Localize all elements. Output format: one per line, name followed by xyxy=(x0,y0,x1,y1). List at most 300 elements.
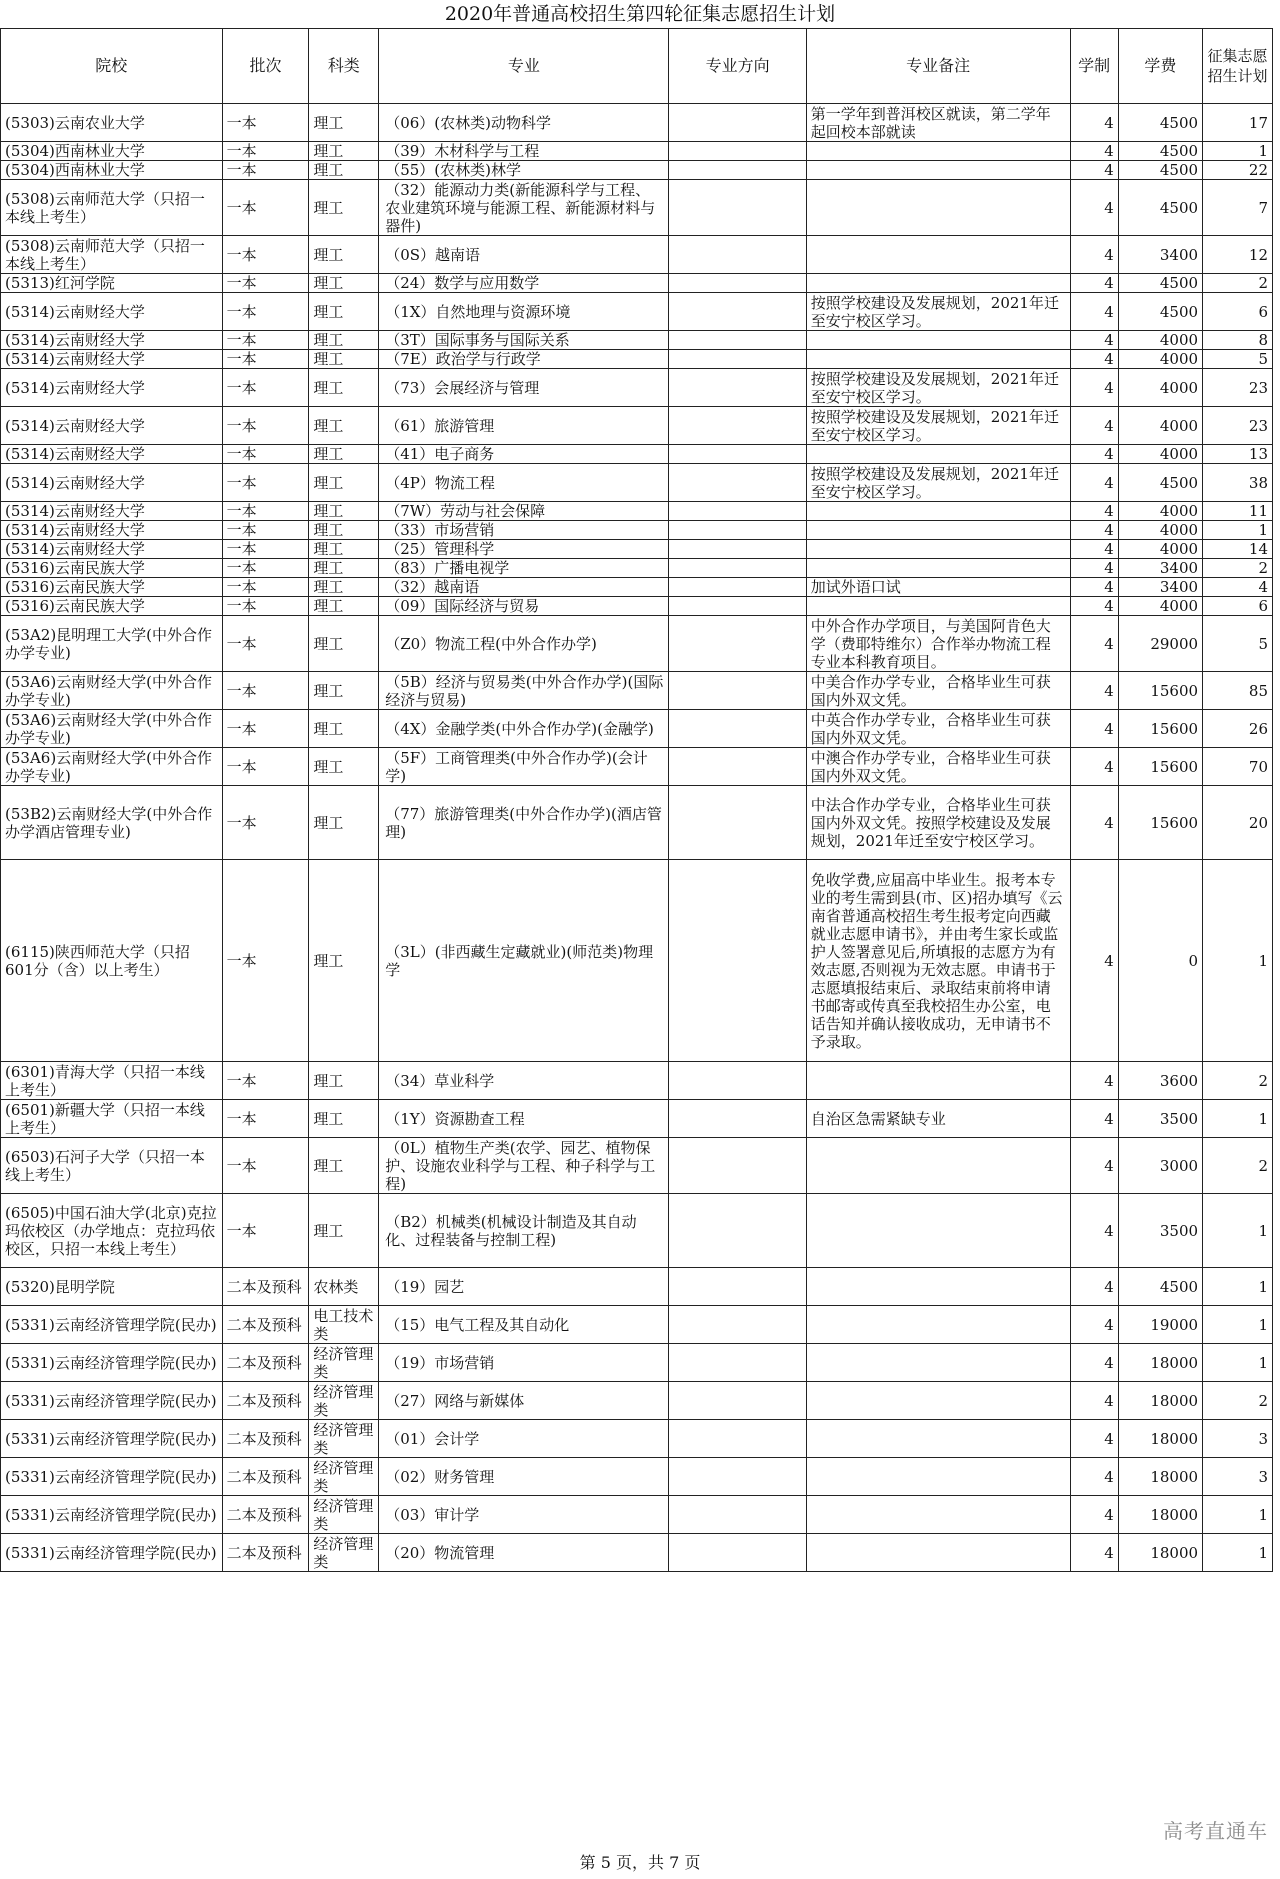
cell-category: 理工 xyxy=(309,1194,379,1268)
cell-major: （5F）工商管理类(中外合作办学)(会计学) xyxy=(379,748,669,786)
table-row xyxy=(1,1138,1273,1194)
table-row xyxy=(1,786,1273,860)
table-row xyxy=(1,180,1273,236)
cell-years: 4 xyxy=(1070,1420,1118,1458)
cell-plan: 13 xyxy=(1203,445,1273,464)
table-row xyxy=(1,1100,1273,1138)
cell-category: 理工 xyxy=(309,445,379,464)
cell-batch: 一本 xyxy=(222,1194,309,1268)
cell-major: （33）市场营销 xyxy=(379,521,669,540)
enrollment-table-container xyxy=(0,28,1274,1572)
cell-category: 电工技术类 xyxy=(309,1306,379,1344)
cell-category: 经济管理类 xyxy=(309,1382,379,1420)
cell-years: 4 xyxy=(1070,142,1118,161)
table-row xyxy=(1,1458,1273,1496)
table-row xyxy=(1,860,1273,1062)
cell-batch: 一本 xyxy=(222,786,309,860)
cell-major: （19）园艺 xyxy=(379,1268,669,1306)
cell-note: 免收学费,应届高中毕业生。报考本专业的考生需到县(市、区)招办填写《云南省普通高校招生考生报考定向西藏就业志愿申请书》，并由考生家长或监护人签署意见后,所填报的志愿方为有效志愿,否则视为无效志愿。申请书于志愿填报结束后、录取结束前将申请书邮寄或传真至我校招生办公室，电话告知并确认接收成功，无申请书不予录取。 xyxy=(806,860,1070,1062)
cell-years: 4 xyxy=(1070,1100,1118,1138)
cell-note xyxy=(806,161,1070,180)
cell-batch: 一本 xyxy=(222,161,309,180)
cell-school: (5314)云南财经大学 xyxy=(1,502,223,521)
cell-plan: 1 xyxy=(1203,1194,1273,1268)
cell-years: 4 xyxy=(1070,860,1118,1062)
cell-direction xyxy=(669,104,806,142)
cell-years: 4 xyxy=(1070,1138,1118,1194)
cell-fee: 18000 xyxy=(1118,1420,1202,1458)
cell-direction xyxy=(669,597,806,616)
cell-category: 理工 xyxy=(309,559,379,578)
table-row xyxy=(1,104,1273,142)
table-row xyxy=(1,540,1273,559)
cell-fee: 3400 xyxy=(1118,578,1202,597)
cell-direction xyxy=(669,1306,806,1344)
table-row xyxy=(1,142,1273,161)
cell-batch: 一本 xyxy=(222,180,309,236)
cell-fee: 4500 xyxy=(1118,293,1202,331)
cell-category: 经济管理类 xyxy=(309,1458,379,1496)
cell-school: (5314)云南财经大学 xyxy=(1,521,223,540)
cell-years: 4 xyxy=(1070,350,1118,369)
cell-major: （02）财务管理 xyxy=(379,1458,669,1496)
cell-note: 中外合作办学项目，与美国阿肯色大学（费耶特维尔）合作举办物流工程专业本科教育项目。 xyxy=(806,616,1070,672)
cell-category: 理工 xyxy=(309,180,379,236)
cell-years: 4 xyxy=(1070,331,1118,350)
cell-fee: 15600 xyxy=(1118,672,1202,710)
cell-note xyxy=(806,1496,1070,1534)
cell-school: (5331)云南经济管理学院(民办) xyxy=(1,1382,223,1420)
cell-plan: 12 xyxy=(1203,236,1273,274)
table-row xyxy=(1,1268,1273,1306)
cell-direction xyxy=(669,710,806,748)
cell-direction xyxy=(669,369,806,407)
cell-plan: 22 xyxy=(1203,161,1273,180)
table-row xyxy=(1,1344,1273,1382)
cell-category: 理工 xyxy=(309,710,379,748)
cell-plan: 85 xyxy=(1203,672,1273,710)
col-header-school: 院校 xyxy=(1,29,223,104)
cell-years: 4 xyxy=(1070,1496,1118,1534)
cell-school: (5316)云南民族大学 xyxy=(1,559,223,578)
cell-batch: 一本 xyxy=(222,540,309,559)
cell-major: （55）(农林类)林学 xyxy=(379,161,669,180)
cell-school: (5314)云南财经大学 xyxy=(1,407,223,445)
cell-school: (5303)云南农业大学 xyxy=(1,104,223,142)
cell-fee: 18000 xyxy=(1118,1534,1202,1572)
cell-direction xyxy=(669,142,806,161)
cell-batch: 二本及预科 xyxy=(222,1268,309,1306)
cell-plan: 26 xyxy=(1203,710,1273,748)
cell-direction xyxy=(669,274,806,293)
table-row xyxy=(1,1420,1273,1458)
cell-fee: 4000 xyxy=(1118,331,1202,350)
cell-school: (5304)西南林业大学 xyxy=(1,142,223,161)
col-header-category: 科类 xyxy=(309,29,379,104)
cell-note: 自治区急需紧缺专业 xyxy=(806,1100,1070,1138)
cell-fee: 4500 xyxy=(1118,142,1202,161)
cell-plan: 1 xyxy=(1203,1344,1273,1382)
cell-major: （5B）经济与贸易类(中外合作办学)(国际经济与贸易) xyxy=(379,672,669,710)
cell-direction xyxy=(669,1344,806,1382)
cell-note xyxy=(806,274,1070,293)
table-header-row xyxy=(1,29,1273,104)
cell-batch: 二本及预科 xyxy=(222,1420,309,1458)
cell-note: 按照学校建设及发展规划，2021年迁至安宁校区学习。 xyxy=(806,407,1070,445)
cell-direction xyxy=(669,407,806,445)
cell-category: 经济管理类 xyxy=(309,1496,379,1534)
page-title: 2020年普通高校招生第四轮征集志愿招生计划 xyxy=(444,3,836,25)
cell-plan: 1 xyxy=(1203,1534,1273,1572)
cell-direction xyxy=(669,161,806,180)
cell-note xyxy=(806,180,1070,236)
cell-batch: 二本及预科 xyxy=(222,1306,309,1344)
cell-plan: 2 xyxy=(1203,274,1273,293)
cell-category: 理工 xyxy=(309,104,379,142)
cell-batch: 一本 xyxy=(222,748,309,786)
cell-school: (5331)云南经济管理学院(民办) xyxy=(1,1534,223,1572)
cell-note: 加试外语口试 xyxy=(806,578,1070,597)
cell-school: (5316)云南民族大学 xyxy=(1,578,223,597)
cell-category: 理工 xyxy=(309,407,379,445)
cell-school: (5331)云南经济管理学院(民办) xyxy=(1,1344,223,1382)
cell-major: （1X）自然地理与资源环境 xyxy=(379,293,669,331)
cell-batch: 一本 xyxy=(222,521,309,540)
cell-plan: 17 xyxy=(1203,104,1273,142)
cell-years: 4 xyxy=(1070,597,1118,616)
cell-plan: 23 xyxy=(1203,369,1273,407)
cell-school: (6505)中国石油大学(北京)克拉玛依校区（办学地点：克拉玛依校区，只招一本线上考生） xyxy=(1,1194,223,1268)
cell-note xyxy=(806,1420,1070,1458)
cell-years: 4 xyxy=(1070,710,1118,748)
table-row xyxy=(1,502,1273,521)
cell-fee: 18000 xyxy=(1118,1458,1202,1496)
cell-school: (5314)云南财经大学 xyxy=(1,293,223,331)
cell-direction xyxy=(669,350,806,369)
cell-direction xyxy=(669,1062,806,1100)
cell-note xyxy=(806,1382,1070,1420)
cell-years: 4 xyxy=(1070,540,1118,559)
cell-school: (5320)昆明学院 xyxy=(1,1268,223,1306)
col-header-batch: 批次 xyxy=(222,29,309,104)
cell-years: 4 xyxy=(1070,180,1118,236)
cell-major: （34）草业科学 xyxy=(379,1062,669,1100)
cell-note: 中英合作办学专业，合格毕业生可获国内外双文凭。 xyxy=(806,710,1070,748)
cell-note xyxy=(806,331,1070,350)
cell-batch: 一本 xyxy=(222,578,309,597)
cell-school: (5313)红河学院 xyxy=(1,274,223,293)
cell-category: 理工 xyxy=(309,236,379,274)
cell-direction xyxy=(669,1420,806,1458)
cell-direction xyxy=(669,293,806,331)
cell-batch: 一本 xyxy=(222,142,309,161)
cell-years: 4 xyxy=(1070,1062,1118,1100)
cell-note: 按照学校建设及发展规划，2021年迁至安宁校区学习。 xyxy=(806,369,1070,407)
cell-direction xyxy=(669,786,806,860)
cell-note xyxy=(806,1194,1070,1268)
cell-category: 理工 xyxy=(309,293,379,331)
cell-category: 经济管理类 xyxy=(309,1420,379,1458)
cell-years: 4 xyxy=(1070,1344,1118,1382)
table-body xyxy=(1,104,1273,1572)
cell-fee: 18000 xyxy=(1118,1344,1202,1382)
cell-major: （3T）国际事务与国际关系 xyxy=(379,331,669,350)
cell-direction xyxy=(669,1138,806,1194)
cell-category: 理工 xyxy=(309,369,379,407)
cell-major: （20）物流管理 xyxy=(379,1534,669,1572)
cell-years: 4 xyxy=(1070,104,1118,142)
cell-batch: 一本 xyxy=(222,293,309,331)
cell-category: 理工 xyxy=(309,672,379,710)
cell-direction xyxy=(669,578,806,597)
cell-batch: 一本 xyxy=(222,445,309,464)
cell-batch: 二本及预科 xyxy=(222,1458,309,1496)
cell-note xyxy=(806,350,1070,369)
cell-direction xyxy=(669,672,806,710)
cell-school: (6501)新疆大学（只招一本线上考生） xyxy=(1,1100,223,1138)
cell-plan: 1 xyxy=(1203,1496,1273,1534)
cell-plan: 14 xyxy=(1203,540,1273,559)
cell-fee: 3400 xyxy=(1118,236,1202,274)
cell-direction xyxy=(669,1100,806,1138)
cell-batch: 一本 xyxy=(222,350,309,369)
cell-plan: 70 xyxy=(1203,748,1273,786)
cell-batch: 一本 xyxy=(222,597,309,616)
cell-plan: 8 xyxy=(1203,331,1273,350)
cell-years: 4 xyxy=(1070,369,1118,407)
cell-years: 4 xyxy=(1070,502,1118,521)
cell-years: 4 xyxy=(1070,748,1118,786)
table-row xyxy=(1,274,1273,293)
cell-major: （Z0）物流工程(中外合作办学) xyxy=(379,616,669,672)
cell-school: (5331)云南经济管理学院(民办) xyxy=(1,1306,223,1344)
cell-note xyxy=(806,521,1070,540)
cell-category: 理工 xyxy=(309,540,379,559)
cell-years: 4 xyxy=(1070,464,1118,502)
cell-category: 理工 xyxy=(309,521,379,540)
cell-plan: 6 xyxy=(1203,597,1273,616)
cell-years: 4 xyxy=(1070,786,1118,860)
table-row xyxy=(1,1194,1273,1268)
cell-major: （83）广播电视学 xyxy=(379,559,669,578)
col-header-note: 专业备注 xyxy=(806,29,1070,104)
cell-major: （4X）金融学类(中外合作办学)(金融学) xyxy=(379,710,669,748)
cell-direction xyxy=(669,1458,806,1496)
cell-fee: 29000 xyxy=(1118,616,1202,672)
cell-years: 4 xyxy=(1070,1458,1118,1496)
cell-direction xyxy=(669,331,806,350)
table-row xyxy=(1,672,1273,710)
cell-years: 4 xyxy=(1070,1306,1118,1344)
cell-major: （7E）政治学与行政学 xyxy=(379,350,669,369)
table-row xyxy=(1,236,1273,274)
table-row xyxy=(1,350,1273,369)
cell-plan: 11 xyxy=(1203,502,1273,521)
table-row xyxy=(1,710,1273,748)
table-row xyxy=(1,1306,1273,1344)
cell-school: (5308)云南师范大学（只招一本线上考生） xyxy=(1,236,223,274)
cell-note xyxy=(806,559,1070,578)
cell-plan: 6 xyxy=(1203,293,1273,331)
cell-years: 4 xyxy=(1070,1268,1118,1306)
col-header-years: 学制 xyxy=(1070,29,1118,104)
cell-fee: 4000 xyxy=(1118,350,1202,369)
cell-batch: 一本 xyxy=(222,1100,309,1138)
cell-school: (5304)西南林业大学 xyxy=(1,161,223,180)
cell-batch: 一本 xyxy=(222,407,309,445)
cell-fee: 15600 xyxy=(1118,710,1202,748)
col-header-direction: 专业方向 xyxy=(669,29,806,104)
cell-category: 理工 xyxy=(309,161,379,180)
cell-batch: 一本 xyxy=(222,710,309,748)
cell-school: (5314)云南财经大学 xyxy=(1,369,223,407)
cell-major: （15）电气工程及其自动化 xyxy=(379,1306,669,1344)
cell-plan: 1 xyxy=(1203,1268,1273,1306)
cell-major: （09）国际经济与贸易 xyxy=(379,597,669,616)
cell-direction xyxy=(669,502,806,521)
cell-school: (6503)石河子大学（只招一本线上考生） xyxy=(1,1138,223,1194)
cell-plan: 1 xyxy=(1203,142,1273,161)
cell-major: （77）旅游管理类(中外合作办学)(酒店管理) xyxy=(379,786,669,860)
table-row xyxy=(1,748,1273,786)
cell-note xyxy=(806,1268,1070,1306)
cell-category: 理工 xyxy=(309,350,379,369)
col-header-fee: 学费 xyxy=(1118,29,1202,104)
cell-fee: 3000 xyxy=(1118,1138,1202,1194)
cell-plan: 1 xyxy=(1203,1306,1273,1344)
cell-years: 4 xyxy=(1070,236,1118,274)
cell-direction xyxy=(669,540,806,559)
cell-note xyxy=(806,1344,1070,1382)
table-row xyxy=(1,1534,1273,1572)
cell-major: （01）会计学 xyxy=(379,1420,669,1458)
cell-batch: 二本及预科 xyxy=(222,1344,309,1382)
cell-direction xyxy=(669,1194,806,1268)
cell-fee: 3600 xyxy=(1118,1062,1202,1100)
cell-school: (6115)陕西师范大学（只招601分（含）以上考生） xyxy=(1,860,223,1062)
cell-batch: 二本及预科 xyxy=(222,1534,309,1572)
table-row xyxy=(1,1496,1273,1534)
cell-fee: 4000 xyxy=(1118,540,1202,559)
cell-batch: 一本 xyxy=(222,860,309,1062)
cell-years: 4 xyxy=(1070,293,1118,331)
cell-major: （0S）越南语 xyxy=(379,236,669,274)
cell-category: 农林类 xyxy=(309,1268,379,1306)
cell-major: （4P）物流工程 xyxy=(379,464,669,502)
cell-years: 4 xyxy=(1070,274,1118,293)
cell-major: （73）会展经济与管理 xyxy=(379,369,669,407)
cell-fee: 15600 xyxy=(1118,786,1202,860)
table-row xyxy=(1,293,1273,331)
table-row xyxy=(1,464,1273,502)
cell-category: 理工 xyxy=(309,142,379,161)
cell-plan: 2 xyxy=(1203,559,1273,578)
cell-years: 4 xyxy=(1070,407,1118,445)
cell-plan: 38 xyxy=(1203,464,1273,502)
cell-note xyxy=(806,1458,1070,1496)
cell-direction xyxy=(669,616,806,672)
cell-plan: 2 xyxy=(1203,1062,1273,1100)
cell-school: (5316)云南民族大学 xyxy=(1,597,223,616)
cell-years: 4 xyxy=(1070,616,1118,672)
cell-category: 经济管理类 xyxy=(309,1534,379,1572)
cell-major: （32）能源动力类(新能源科学与工程、农业建筑环境与能源工程、新能源材料与器件) xyxy=(379,180,669,236)
cell-category: 理工 xyxy=(309,786,379,860)
cell-major: （32）越南语 xyxy=(379,578,669,597)
cell-category: 理工 xyxy=(309,502,379,521)
cell-fee: 19000 xyxy=(1118,1306,1202,1344)
table-row xyxy=(1,578,1273,597)
watermark-text: 高考直通车 xyxy=(1163,1819,1268,1843)
cell-school: (53A6)云南财经大学(中外合作办学专业) xyxy=(1,710,223,748)
cell-fee: 4000 xyxy=(1118,597,1202,616)
cell-plan: 5 xyxy=(1203,616,1273,672)
cell-plan: 23 xyxy=(1203,407,1273,445)
cell-direction xyxy=(669,559,806,578)
cell-direction xyxy=(669,464,806,502)
cell-batch: 一本 xyxy=(222,274,309,293)
cell-category: 理工 xyxy=(309,274,379,293)
cell-fee: 18000 xyxy=(1118,1382,1202,1420)
cell-note xyxy=(806,502,1070,521)
cell-direction xyxy=(669,1382,806,1420)
cell-category: 理工 xyxy=(309,616,379,672)
cell-years: 4 xyxy=(1070,521,1118,540)
cell-plan: 3 xyxy=(1203,1420,1273,1458)
cell-school: (5314)云南财经大学 xyxy=(1,350,223,369)
cell-category: 经济管理类 xyxy=(309,1344,379,1382)
table-row xyxy=(1,1062,1273,1100)
cell-batch: 一本 xyxy=(222,104,309,142)
cell-fee: 4000 xyxy=(1118,445,1202,464)
cell-plan: 1 xyxy=(1203,1100,1273,1138)
cell-years: 4 xyxy=(1070,1382,1118,1420)
cell-fee: 3400 xyxy=(1118,559,1202,578)
cell-batch: 一本 xyxy=(222,672,309,710)
cell-major: （24）数学与应用数学 xyxy=(379,274,669,293)
cell-years: 4 xyxy=(1070,672,1118,710)
cell-direction xyxy=(669,1534,806,1572)
cell-batch: 一本 xyxy=(222,236,309,274)
cell-plan: 4 xyxy=(1203,578,1273,597)
cell-note xyxy=(806,445,1070,464)
cell-note: 中澳合作办学专业，合格毕业生可获国内外双文凭。 xyxy=(806,748,1070,786)
cell-major: （25）管理科学 xyxy=(379,540,669,559)
cell-major: （41）电子商务 xyxy=(379,445,669,464)
cell-note xyxy=(806,540,1070,559)
cell-school: (5314)云南财经大学 xyxy=(1,540,223,559)
cell-plan: 20 xyxy=(1203,786,1273,860)
cell-direction xyxy=(669,1268,806,1306)
cell-category: 理工 xyxy=(309,748,379,786)
cell-direction xyxy=(669,236,806,274)
cell-direction xyxy=(669,445,806,464)
cell-fee: 4500 xyxy=(1118,464,1202,502)
cell-major: （06）(农林类)动物科学 xyxy=(379,104,669,142)
cell-plan: 2 xyxy=(1203,1138,1273,1194)
cell-note: 按照学校建设及发展规划，2021年迁至安宁校区学习。 xyxy=(806,293,1070,331)
cell-major: （39）木材科学与工程 xyxy=(379,142,669,161)
cell-years: 4 xyxy=(1070,559,1118,578)
cell-note xyxy=(806,597,1070,616)
cell-school: (5308)云南师范大学（只招一本线上考生） xyxy=(1,180,223,236)
col-header-major: 专业 xyxy=(379,29,669,104)
cell-years: 4 xyxy=(1070,1534,1118,1572)
cell-batch: 一本 xyxy=(222,1062,309,1100)
cell-batch: 一本 xyxy=(222,464,309,502)
cell-plan: 2 xyxy=(1203,1382,1273,1420)
cell-note xyxy=(806,142,1070,161)
